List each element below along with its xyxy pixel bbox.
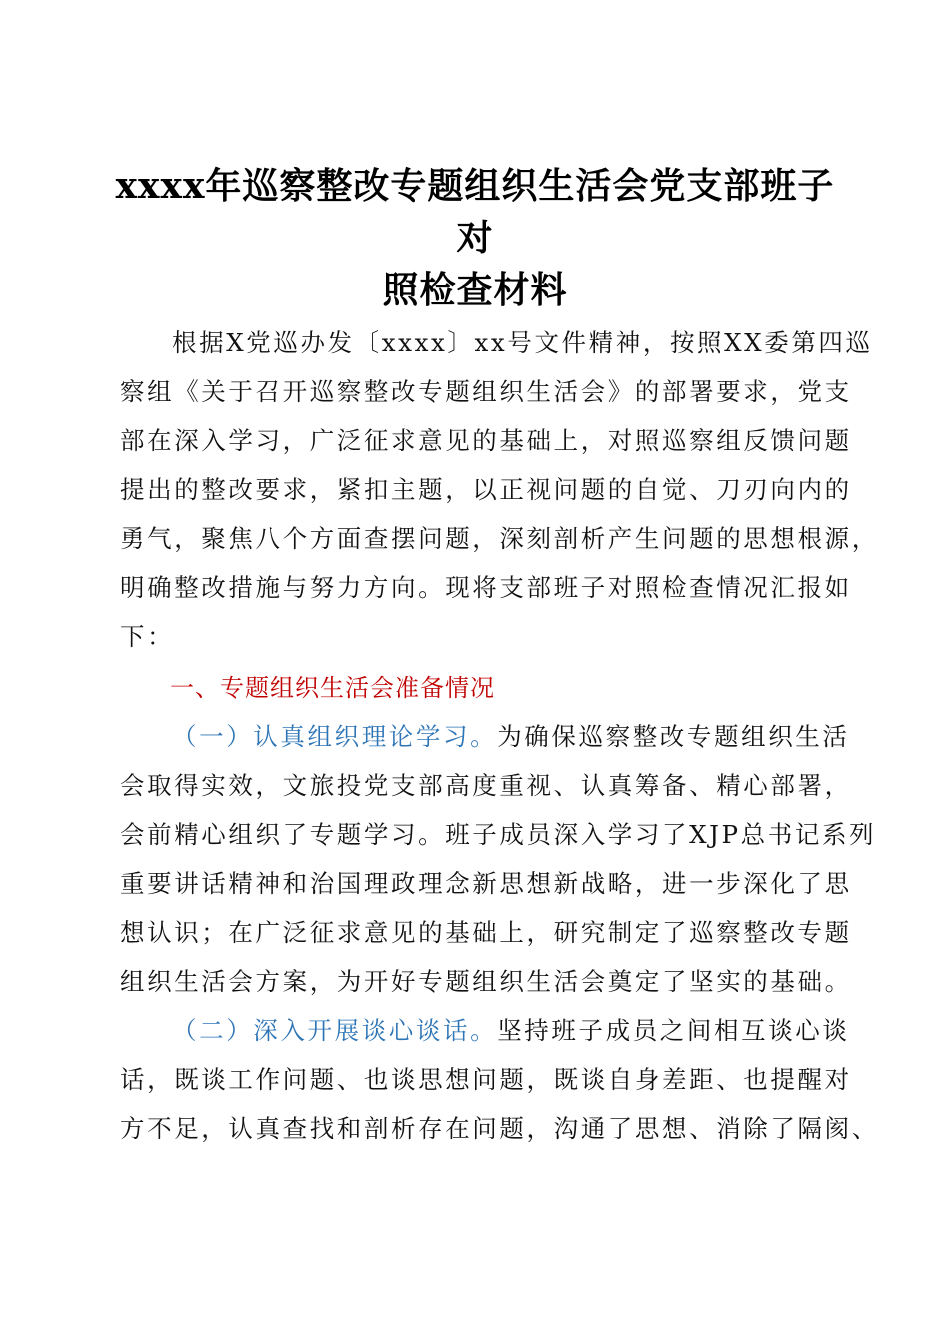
subsection-1-line: 想认识；在广泛征求意见的基础上，研究制定了巡察整改专题 bbox=[120, 918, 852, 947]
subsection-1-heading: （一）认真组织理论学习。 bbox=[172, 722, 498, 751]
subsection-1-line: 重要讲话精神和治国理政理念新思想新战略，进一步深化了思 bbox=[120, 869, 852, 898]
subsection-1-line: 组织生活会方案，为开好专题组织生活会奠定了坚实的基础。 bbox=[120, 967, 852, 996]
title-line-1: xxxx年巡察整改专题组织生活会党支部班子对 bbox=[115, 165, 835, 259]
subsection-1-line: 会取得实效，文旅投党支部高度重视、认真筹备、精心部署， bbox=[120, 771, 852, 800]
subsection-2-line: 方不足，认真查找和剖析存在问题，沟通了思想、消除了隔阂、 bbox=[120, 1114, 879, 1143]
intro-line: 部在深入学习，广泛征求意见的基础上，对照巡察组反馈问题 bbox=[120, 426, 852, 455]
title-line-2: 照检查材料 bbox=[382, 269, 568, 311]
subsection-2-first-line-text: 坚持班子成员之间相互谈心谈 bbox=[497, 1016, 850, 1045]
subsection-2-first-line bbox=[120, 1006, 850, 1055]
intro-line: 根据X党巡办发〔xxxx〕xx号文件精神，按照XX委第四巡 bbox=[172, 328, 873, 357]
subsection-2-line: 话，既谈工作问题、也谈思想问题，既谈自身差距、也提醒对 bbox=[120, 1065, 852, 1094]
intro-line: 提出的整改要求，紧扣主题，以正视问题的自觉、刀刃向内的 bbox=[120, 475, 852, 504]
subsection-2-heading: （二）深入开展谈心谈话。 bbox=[172, 1016, 498, 1045]
document-title bbox=[100, 160, 850, 316]
intro-line: 察组《关于召开巡察整改专题组织生活会》的部署要求，党支 bbox=[120, 377, 852, 406]
intro-line: 勇气，聚焦八个方面查摆问题，深刻剖析产生问题的思想根源， bbox=[120, 524, 879, 553]
subsection-1-first-line bbox=[120, 712, 850, 761]
subsection-1-paragraph bbox=[120, 712, 877, 1006]
subsection-1-first-line-text: 为确保巡察整改专题组织生活 bbox=[497, 722, 850, 751]
section-1-heading: 一、专题组织生活会准备情况 bbox=[170, 674, 495, 702]
subsection-1-line: 会前精心组织了专题学习。班子成员深入学习了XJP总书记系列 bbox=[120, 820, 877, 849]
subsection-2-paragraph bbox=[120, 1006, 879, 1153]
intro-line: 下： bbox=[120, 622, 175, 651]
intro-line: 明确整改措施与努力方向。现将支部班子对照检查情况汇报如 bbox=[120, 573, 852, 602]
intro-paragraph bbox=[120, 318, 879, 661]
